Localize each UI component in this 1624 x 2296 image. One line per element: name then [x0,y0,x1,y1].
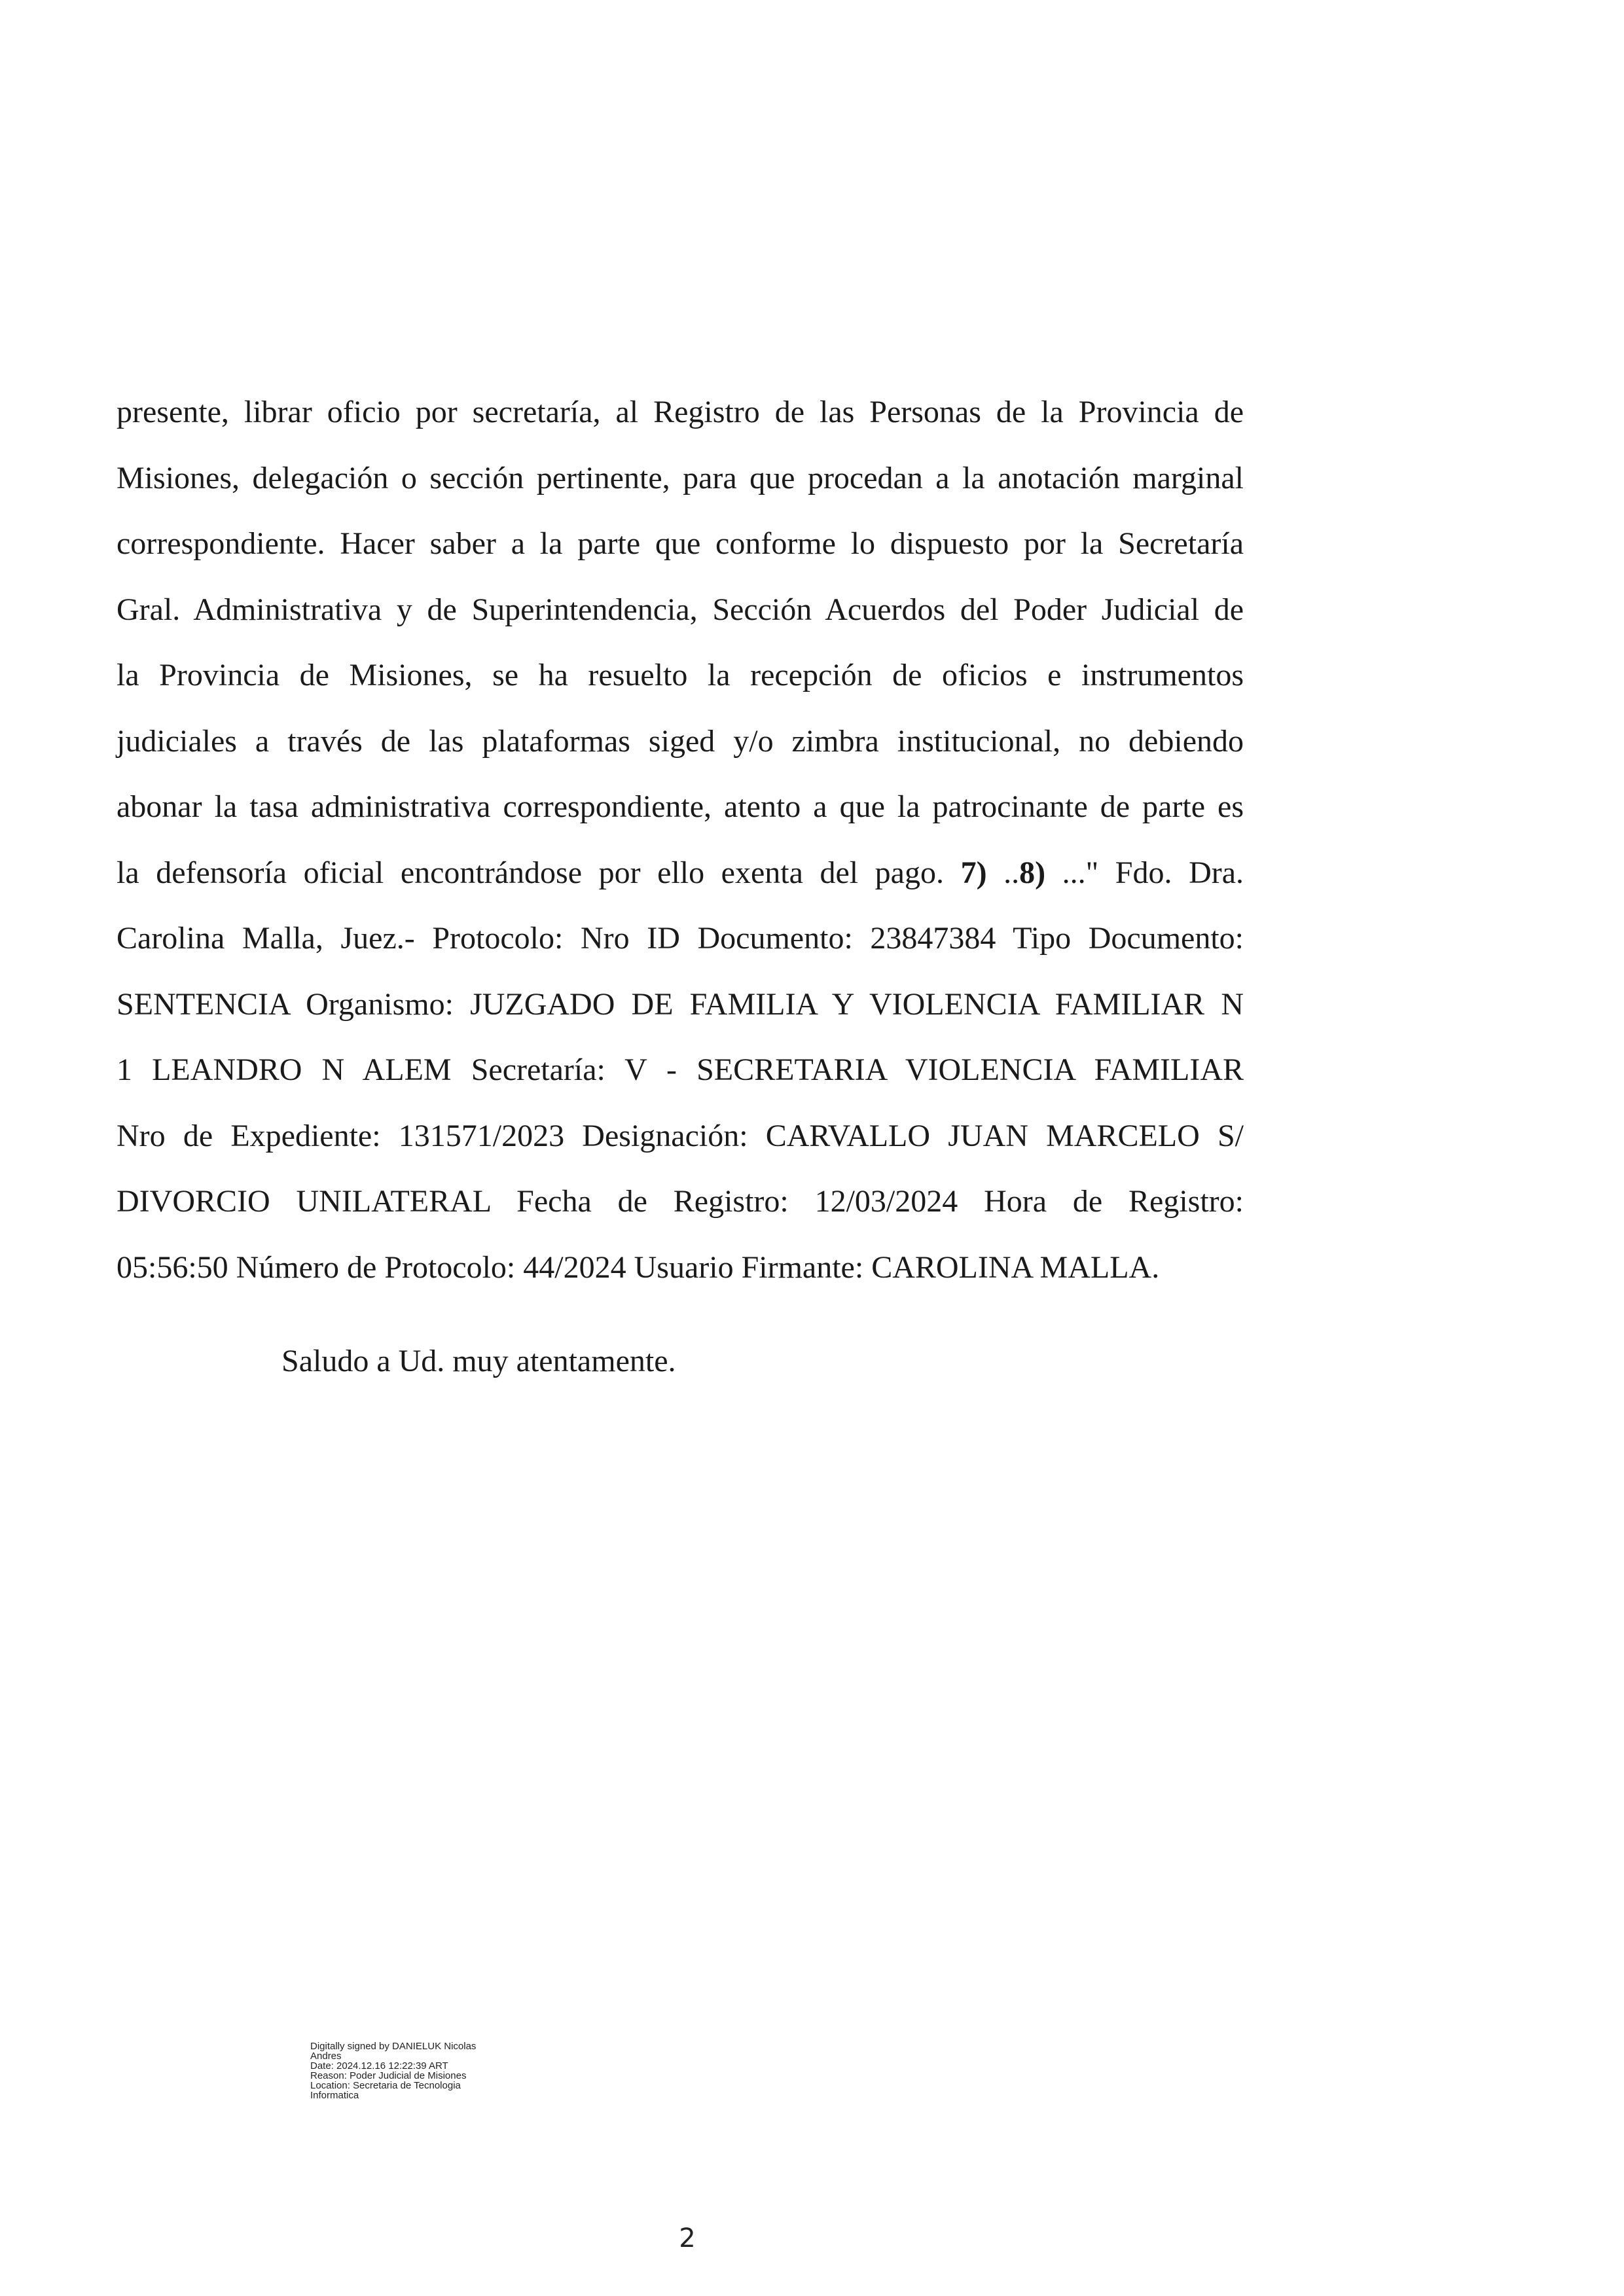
body-text-segment: la defensoría oficial encontrándose por ello exenta del pago. [117,855,944,890]
digital-signature-block [310,2041,476,2100]
signature-line: Date: 2024.12.16 12:22:39 ART [310,2060,448,2072]
signature-line: Andres [310,2051,342,2062]
body-text-segment: ..." Fdo. Dra. [1062,855,1244,890]
body-line: 05:56:50 Número de Protocolo: 44/2024 Usuario Firmante: CAROLINA MALLA. [117,1249,1160,1285]
page-number: 2 [679,2223,696,2253]
body-paragraph [117,380,1244,1300]
body-line: SENTENCIA Organismo: JUZGADO DE FAMILIA Y VIOLENCIA FAMILIAR N [117,986,1244,1022]
item-number-7: 7) [960,855,987,890]
body-line: la Provincia de Misiones, se ha resuelto la recepción de oficios e instrumentos [117,658,1244,692]
signature-line: Digitally signed by DANIELUK Nicolas [310,2041,477,2052]
body-line: Gral. Administrativa y de Superintendencia, Sección Acuerdos del Poder Judicial de [117,592,1244,627]
body-line: presente, librar oficio por secretaría, al Registro de las Personas de la Provincia de [117,395,1244,429]
signature-line: Informatica [310,2090,359,2101]
body-line: Nro de Expediente: 131571/2023 Designación: CARVALLO JUAN MARCELO S/ [117,1118,1244,1153]
body-text-segment: .. [1003,855,1020,890]
body-line-with-bold-items [117,840,1244,906]
body-line: correspondiente. Hacer saber a la parte que conforme lo dispuesto por la Secretaría [117,526,1244,561]
body-line: judiciales a través de las plataformas siged y/o zimbra institucional, no debiendo [117,723,1244,759]
body-line: Carolina Malla, Juez.- Protocolo: Nro ID Documento: 23847384 Tipo Documento: [117,921,1244,956]
closing-salutation: Saludo a Ud. muy atentamente. [281,1344,676,1378]
body-line: DIVORCIO UNILATERAL Fecha de Registro: 12/03/2024 Hora de Registro: [117,1184,1244,1219]
body-line: Misiones, delegación o sección pertinente, para que procedan a la anotación marginal [117,460,1244,495]
body-line: abonar la tasa administrativa correspondiente, atento a que la patrocinante de parte es [117,789,1244,824]
body-line: 1 LEANDRO N ALEM Secretaría: V - SECRETARIA VIOLENCIA FAMILIAR [117,1052,1244,1087]
signature-line: Reason: Poder Judicial de Misiones [310,2070,467,2081]
signature-line: Location: Secretaria de Tecnologia [310,2080,461,2091]
item-number-8: 8) [1019,855,1046,890]
